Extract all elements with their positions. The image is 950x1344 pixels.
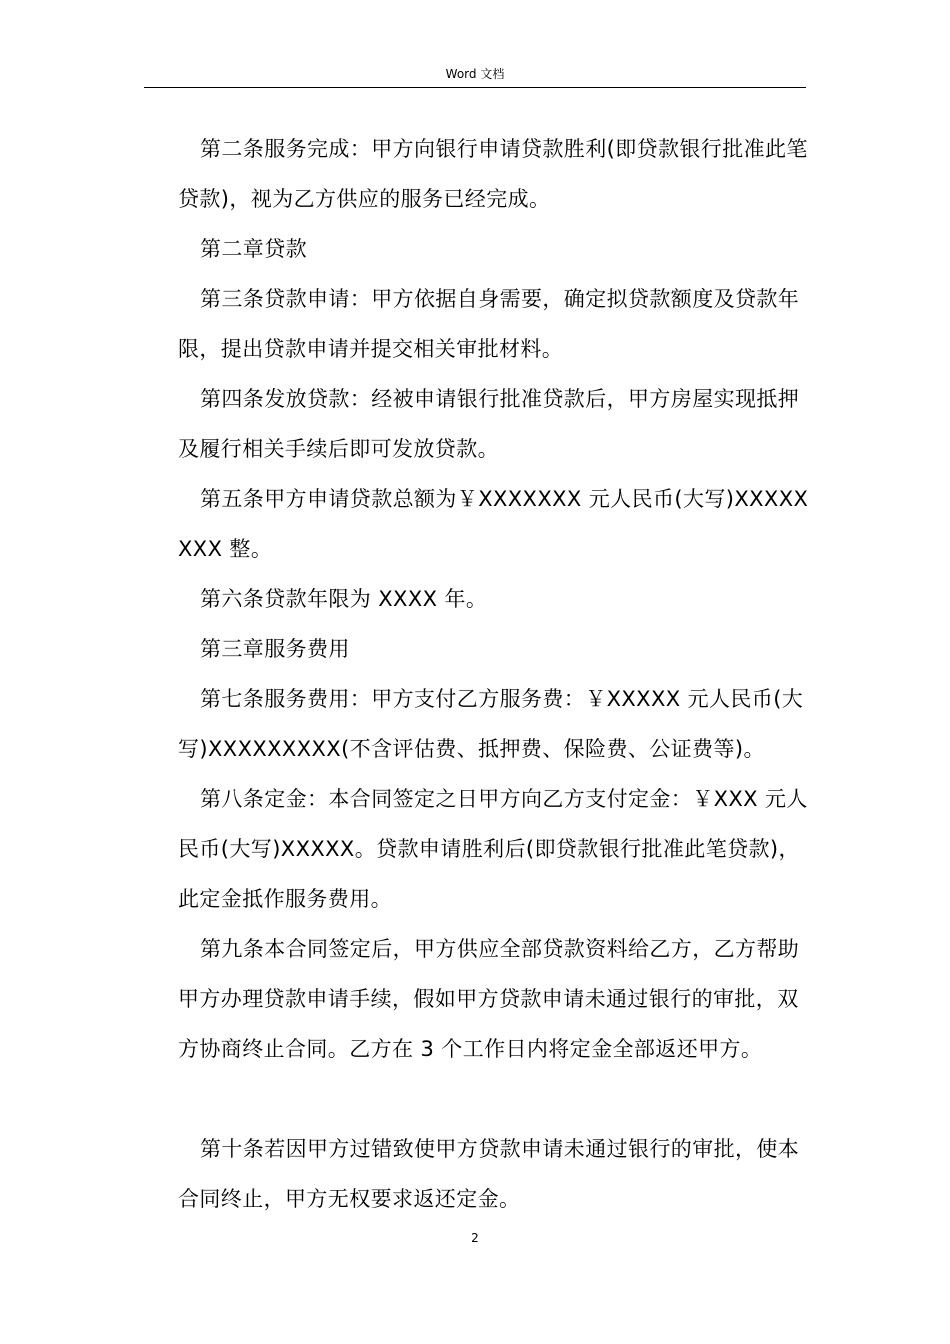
page-header: Word 文档 (445, 67, 505, 81)
chapter-heading-3: 第三章服务费用 (200, 637, 350, 661)
paragraph-article-2: 第二条服务完成：甲方向银行申请贷款胜利(即贷款银行批准此笔贷款)，视为乙方供应的服务已经完成。 (178, 137, 808, 211)
document-body (178, 124, 810, 1224)
paragraph-article-9: 第九条本合同签定后，甲方供应全部贷款资料给乙方，乙方帮助甲方办理贷款申请手续，假如甲方贷款申请未通过银行的审批，双方协商终止合同。乙方在 3 个工作日内将定金全部返还甲方。 (178, 937, 800, 1061)
paragraph-article-5: 第五条甲方申请贷款总额为￥XXXXXXX 元人民币(大写)XXXXXXXX 整。 (178, 487, 809, 561)
page-number: 2 (471, 1231, 479, 1245)
paragraph-article-8: 第八条定金：本合同签定之日甲方向乙方支付定金：￥XXX 元人民币(大写)XXXXX。贷款申请胜利后(即贷款银行批准此笔贷款)，此定金抵作服务费用。 (178, 787, 808, 911)
chapter-heading-2: 第二章贷款 (200, 237, 307, 261)
paragraph-article-7: 第七条服务费用：甲方支付乙方服务费：￥XXXXX 元人民币(大写)XXXXXXXXX(不含评估费、抵押费、保险费、公证费等)。 (178, 687, 804, 761)
paragraph-article-10: 第十条若因甲方过错致使甲方贷款申请未通过银行的审批，使本合同终止，甲方无权要求返还定金。 (178, 1137, 800, 1211)
paragraph-article-6: 第六条贷款年限为 XXXX 年。 (200, 587, 488, 611)
header-rule (144, 87, 806, 88)
paragraph-article-4: 第四条发放贷款：经被申请银行批准贷款后，甲方房屋实现抵押及履行相关手续后即可发放贷款。 (178, 387, 800, 461)
paragraph-spacer (178, 1074, 810, 1124)
paragraph-article-3: 第三条贷款申请：甲方依据自身需要，确定拟贷款额度及贷款年限，提出贷款申请并提交相关审批材料。 (178, 287, 800, 361)
